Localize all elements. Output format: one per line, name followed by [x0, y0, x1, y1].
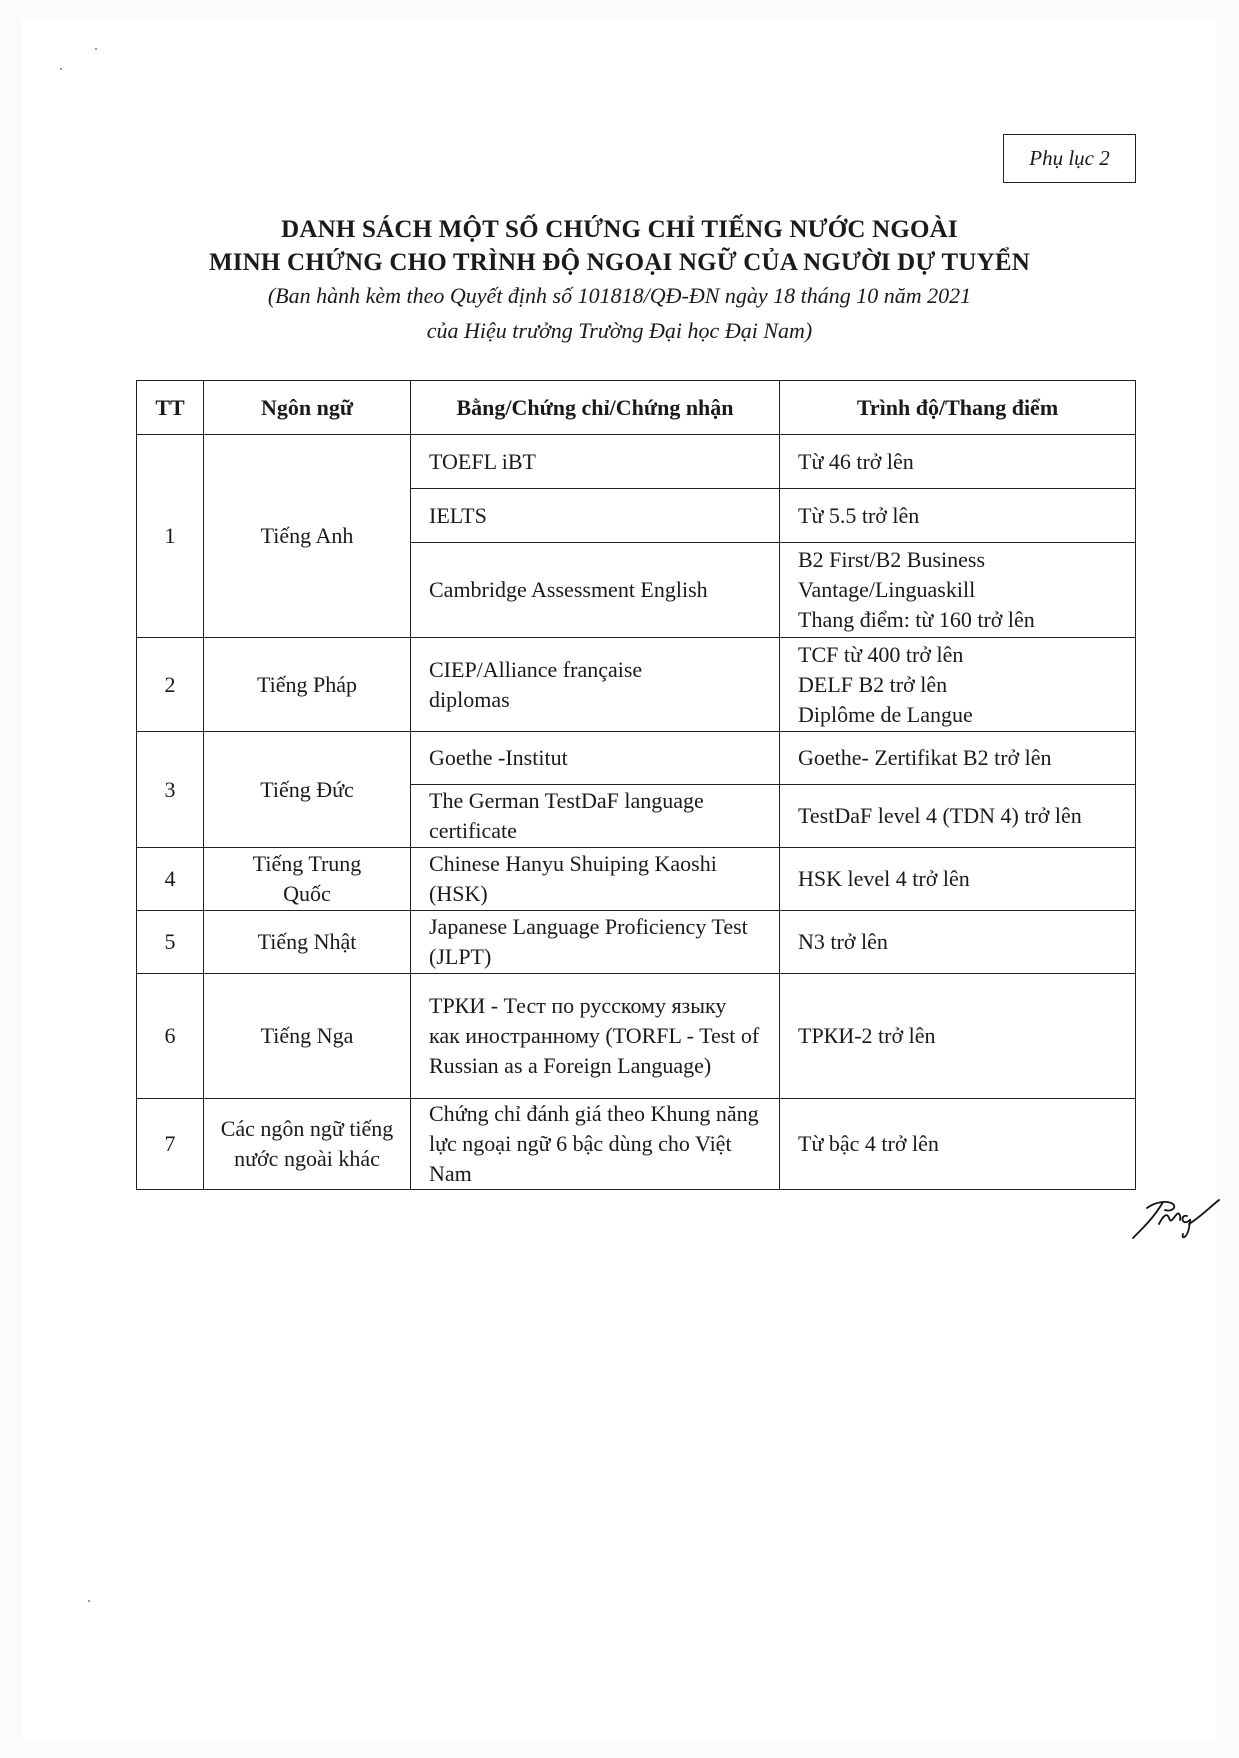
document-title-line2: MINH CHỨNG CHO TRÌNH ĐỘ NGOẠI NGỮ CỦA NGƯỜI DỰ TUYỂN: [208, 249, 1031, 276]
cell-tt: 1: [137, 435, 204, 638]
cell-certificate: TOEFL iBT: [411, 435, 780, 489]
cell-language: Tiếng Đức: [204, 732, 411, 848]
cell-tt: 2: [137, 638, 204, 732]
table-row: [137, 848, 1136, 911]
cell-certificate: The German TestDaF language certificate: [411, 785, 780, 848]
signature-stroke: [1133, 1200, 1219, 1238]
table-row: [137, 435, 1136, 489]
table-row: [137, 911, 1136, 974]
scan-speck: [60, 68, 62, 70]
header-language: Ngôn ngữ: [204, 381, 411, 435]
cell-language: Tiếng Trung Quốc: [204, 848, 411, 911]
cell-language: Tiếng Anh: [204, 435, 411, 638]
cell-level: [780, 638, 1136, 732]
document-subtitle-line2: của Hiệu trưởng Trường Đại học Đại Nam): [426, 318, 813, 343]
cell-level: Từ 46 trở lên: [780, 435, 1136, 489]
level-line: DELF B2 trở lên: [798, 671, 948, 697]
cell-level: TestDaF level 4 (TDN 4) trở lên: [780, 785, 1136, 848]
signature-icon: [1125, 1188, 1225, 1248]
scan-speck: [88, 1600, 90, 1602]
cell-certificate: Japanese Language Proficiency Test (JLPT): [411, 911, 780, 974]
cell-certificate: CIEP/Alliance française diplomas: [411, 638, 780, 732]
cell-language: Tiếng Nhật: [204, 911, 411, 974]
table-row: [137, 732, 1136, 785]
level-line: Diplôme de Langue: [798, 701, 973, 727]
table-row: [137, 974, 1136, 1099]
cell-certificate: Chứng chỉ đánh giá theo Khung năng lực ngoại ngữ 6 bậc dùng cho Việt Nam: [411, 1099, 780, 1190]
cell-tt: 5: [137, 911, 204, 974]
cell-level: HSK level 4 trở lên: [780, 848, 1136, 911]
table-row: [137, 1099, 1136, 1190]
scan-speck: [95, 48, 97, 50]
cell-tt: 6: [137, 974, 204, 1099]
cell-level: Từ bậc 4 trở lên: [780, 1099, 1136, 1190]
header-tt: TT: [137, 381, 204, 435]
cell-certificate: Cambridge Assessment English: [411, 543, 780, 638]
cell-certificate: Chinese Hanyu Shuiping Kaoshi (HSK): [411, 848, 780, 911]
level-line: Vantage/Linguaskill: [798, 577, 976, 602]
cell-level: N3 trở lên: [780, 911, 1136, 974]
cell-language: Tiếng Pháp: [204, 638, 411, 732]
cell-level: ТРКИ-2 trở lên: [780, 974, 1136, 1099]
cell-tt: 4: [137, 848, 204, 911]
level-line: TCF từ 400 trở lên: [798, 641, 964, 667]
appendix-label: Phụ lục 2: [1003, 134, 1136, 183]
cell-certificate: Goethe -Institut: [411, 732, 780, 785]
cell-tt: 7: [137, 1099, 204, 1190]
cell-language: Tiếng Nga: [204, 974, 411, 1099]
cell-level: Goethe- Zertifikat B2 trở lên: [780, 732, 1136, 785]
cell-level: Từ 5.5 trở lên: [780, 489, 1136, 543]
header-level: Trình độ/Thang điểm: [780, 381, 1136, 435]
table-header-row: [137, 381, 1136, 435]
certificate-table: [136, 380, 1136, 1190]
cell-tt: 3: [137, 732, 204, 848]
document-subtitle-line1: (Ban hành kèm theo Quyết định số 101818/QĐ-ĐN ngày 18 tháng 10 năm 2021: [267, 283, 972, 308]
level-line: B2 First/B2 Business: [798, 547, 986, 572]
cell-level: [780, 543, 1136, 638]
cell-certificate: ТРКИ - Тест по русскому языку как иностранному (TORFL - Test of Russian as a Foreign Language): [411, 974, 780, 1099]
header-certificate: Bằng/Chứng chỉ/Chứng nhận: [411, 381, 780, 435]
cell-certificate: IELTS: [411, 489, 780, 543]
document-title-line1: DANH SÁCH MỘT SỐ CHỨNG CHỈ TIẾNG NƯỚC NGOÀI: [281, 216, 958, 243]
cell-language: Các ngôn ngữ tiếng nước ngoài khác: [204, 1099, 411, 1190]
table-row: [137, 638, 1136, 732]
level-line: Thang điểm: từ 160 trở lên: [798, 607, 1035, 632]
